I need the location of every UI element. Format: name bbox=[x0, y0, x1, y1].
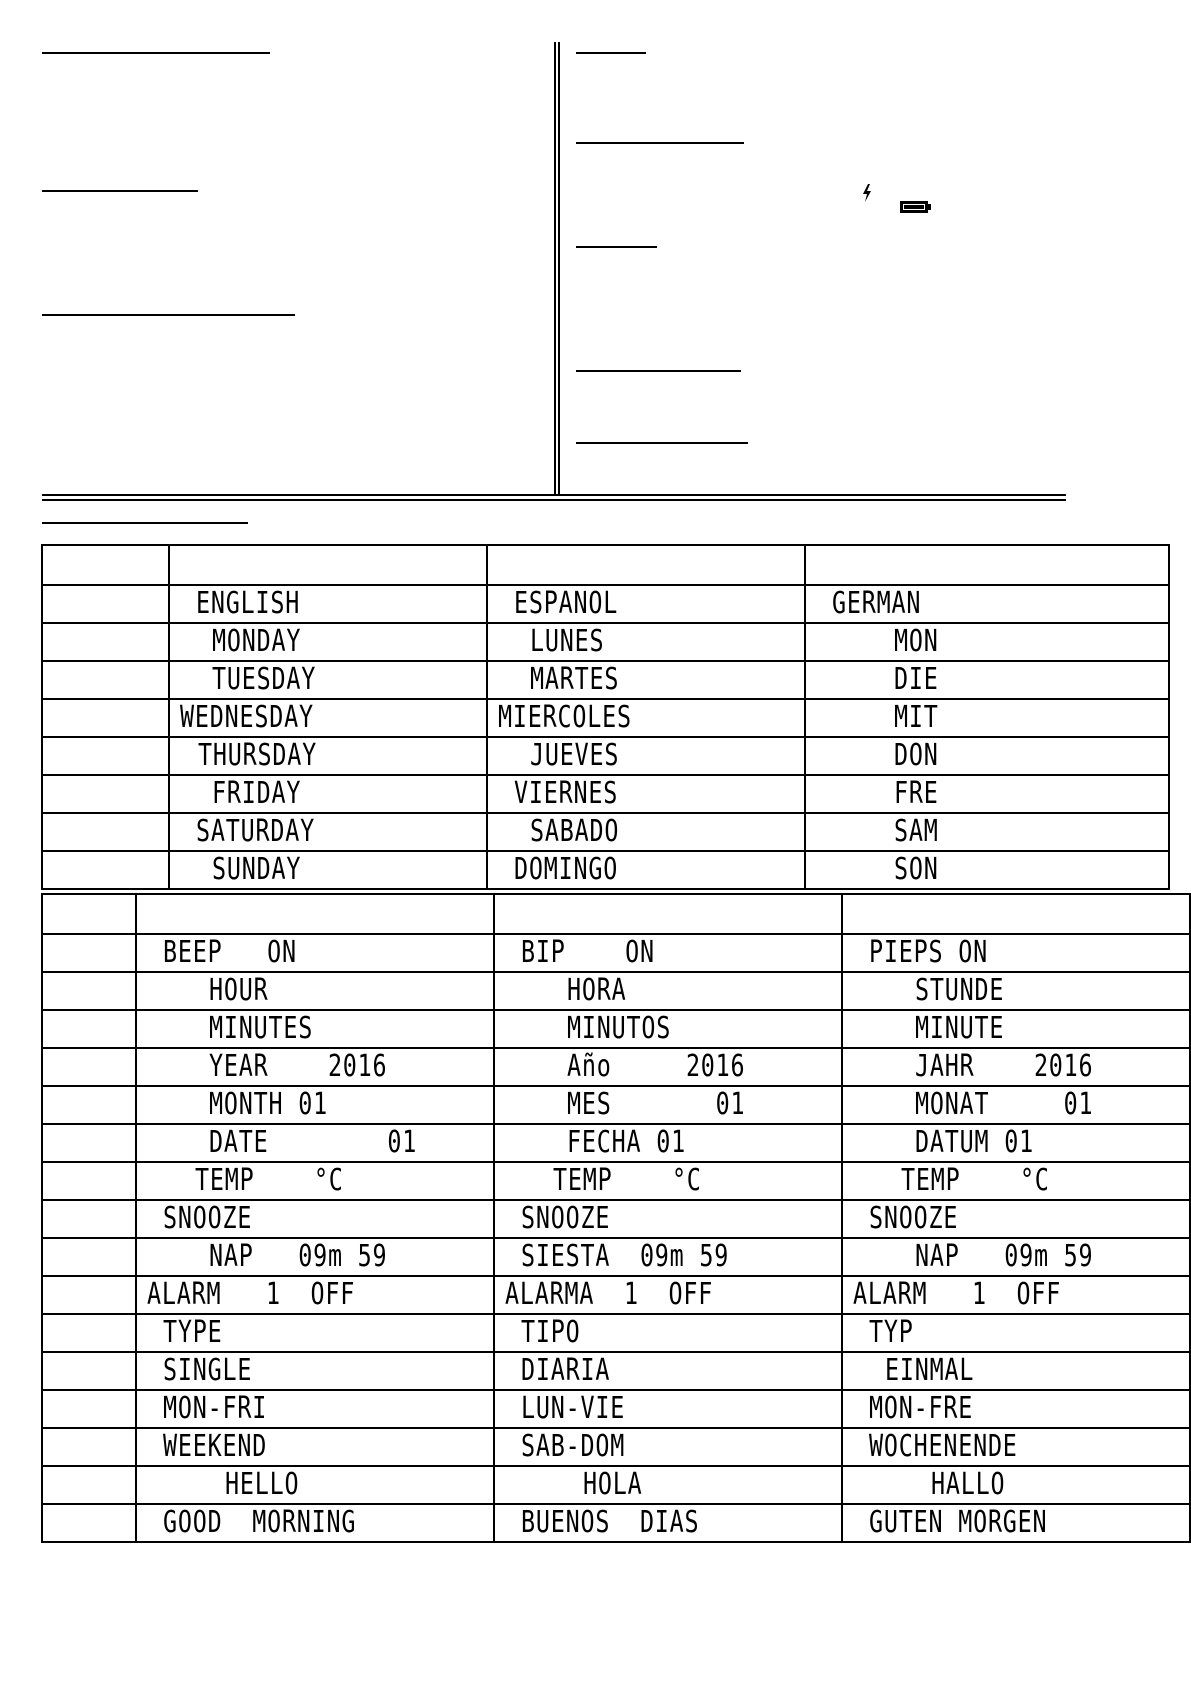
heading-rule-left-3 bbox=[42, 314, 295, 316]
column-divider-right bbox=[558, 42, 560, 495]
row-label-cell bbox=[42, 1466, 136, 1504]
lcd-cell-spanish: HOLA bbox=[494, 1466, 842, 1504]
lcd-cell-english: ALARM 1 OFF bbox=[136, 1276, 494, 1314]
row-label-cell bbox=[42, 1200, 136, 1238]
row-label-cell bbox=[42, 699, 169, 737]
header-cell bbox=[169, 545, 487, 585]
lcd-cell-spanish: SAB-DOM bbox=[494, 1428, 842, 1466]
lcd-cell-german: MON bbox=[805, 623, 1169, 661]
lcd-cell-spanish: BIP ON bbox=[494, 934, 842, 972]
row-label-cell bbox=[42, 623, 169, 661]
lcd-cell-english: MON-FRI bbox=[136, 1390, 494, 1428]
section-divider-top bbox=[42, 494, 1066, 496]
lcd-cell-spanish: DIARIA bbox=[494, 1352, 842, 1390]
header-cell bbox=[494, 894, 842, 934]
lcd-cell-english: BEEP ON bbox=[136, 934, 494, 972]
lcd-settings-table bbox=[41, 893, 1191, 1543]
lcd-cell-english: NAP 09m 59 bbox=[136, 1238, 494, 1276]
lcd-cell-spanish: SIESTA 09m 59 bbox=[494, 1238, 842, 1276]
table-row bbox=[42, 1466, 1190, 1504]
lcd-cell-german: SNOOZE bbox=[842, 1200, 1190, 1238]
lcd-cell-english: ENGLISH bbox=[169, 585, 487, 623]
header-cell bbox=[42, 894, 136, 934]
lcd-cell-spanish: TIPO bbox=[494, 1314, 842, 1352]
lcd-cell-german: DON bbox=[805, 737, 1169, 775]
lcd-weekday-table bbox=[41, 544, 1170, 890]
lcd-cell-spanish: Año 2016 bbox=[494, 1048, 842, 1086]
heading-rule-table-section bbox=[42, 522, 248, 524]
header-cell bbox=[42, 545, 169, 585]
lcd-cell-spanish: ESPANOL bbox=[487, 585, 805, 623]
lcd-cell-spanish: HORA bbox=[494, 972, 842, 1010]
row-label-cell bbox=[42, 737, 169, 775]
lcd-cell-spanish: BUENOS DIAS bbox=[494, 1504, 842, 1542]
lcd-cell-german: SON bbox=[805, 851, 1169, 889]
lcd-cell-german: PIEPS ON bbox=[842, 934, 1190, 972]
heading-rule-right-2 bbox=[576, 142, 744, 144]
table-row bbox=[42, 1010, 1190, 1048]
lcd-cell-spanish: MINUTOS bbox=[494, 1010, 842, 1048]
lcd-cell-german: MINUTE bbox=[842, 1010, 1190, 1048]
row-label-cell bbox=[42, 1238, 136, 1276]
lcd-cell-german: JAHR 2016 bbox=[842, 1048, 1190, 1086]
lcd-cell-german: GUTEN MORGEN bbox=[842, 1504, 1190, 1542]
row-label-cell bbox=[42, 1124, 136, 1162]
row-label-cell bbox=[42, 934, 136, 972]
table-row bbox=[42, 1086, 1190, 1124]
row-label-cell bbox=[42, 851, 169, 889]
lcd-cell-english: FRIDAY bbox=[169, 775, 487, 813]
lcd-cell-spanish: LUN-VIE bbox=[494, 1390, 842, 1428]
lightning-bolt-icon bbox=[861, 184, 873, 202]
row-label-cell bbox=[42, 1504, 136, 1542]
table-row bbox=[42, 1390, 1190, 1428]
header-cell bbox=[805, 545, 1169, 585]
lcd-cell-german: MON-FRE bbox=[842, 1390, 1190, 1428]
lcd-cell-german: EINMAL bbox=[842, 1352, 1190, 1390]
lcd-cell-english: SUNDAY bbox=[169, 851, 487, 889]
row-label-cell bbox=[42, 1010, 136, 1048]
table-row bbox=[42, 775, 1169, 813]
row-label-cell bbox=[42, 1314, 136, 1352]
lcd-cell-english: WEEKEND bbox=[136, 1428, 494, 1466]
table-row bbox=[42, 1504, 1190, 1542]
lcd-cell-german: MIT bbox=[805, 699, 1169, 737]
lcd-cell-english: MINUTES bbox=[136, 1010, 494, 1048]
column-divider-left bbox=[554, 42, 556, 495]
header-cell bbox=[136, 894, 494, 934]
lcd-cell-german: FRE bbox=[805, 775, 1169, 813]
lcd-cell-english: THURSDAY bbox=[169, 737, 487, 775]
table-row bbox=[42, 737, 1169, 775]
lcd-cell-spanish: MARTES bbox=[487, 661, 805, 699]
lcd-cell-german: WOCHENENDE bbox=[842, 1428, 1190, 1466]
lcd-cell-spanish: ALARMA 1 OFF bbox=[494, 1276, 842, 1314]
table-row bbox=[42, 699, 1169, 737]
lcd-cell-english: WEDNESDAY bbox=[169, 699, 487, 737]
heading-rule-right-4 bbox=[576, 370, 741, 372]
table-row bbox=[42, 1314, 1190, 1352]
row-label-cell bbox=[42, 1048, 136, 1086]
lcd-cell-german: STUNDE bbox=[842, 972, 1190, 1010]
table-row bbox=[42, 623, 1169, 661]
lcd-cell-spanish: SABADO bbox=[487, 813, 805, 851]
table-row bbox=[42, 1048, 1190, 1086]
lcd-cell-english: TUESDAY bbox=[169, 661, 487, 699]
lcd-cell-spanish: LUNES bbox=[487, 623, 805, 661]
lcd-cell-spanish: SNOOZE bbox=[494, 1200, 842, 1238]
table-row bbox=[42, 1124, 1190, 1162]
row-label-cell bbox=[42, 972, 136, 1010]
row-label-cell bbox=[42, 1276, 136, 1314]
lcd-cell-english: SATURDAY bbox=[169, 813, 487, 851]
table-row bbox=[42, 851, 1169, 889]
lcd-cell-english: TYPE bbox=[136, 1314, 494, 1352]
section-divider-bottom bbox=[42, 499, 1066, 501]
table-row bbox=[42, 972, 1190, 1010]
lcd-cell-german: SAM bbox=[805, 813, 1169, 851]
header-cell bbox=[842, 894, 1190, 934]
table-header-row bbox=[42, 894, 1190, 934]
lcd-cell-english: SINGLE bbox=[136, 1352, 494, 1390]
lcd-cell-german: TYP bbox=[842, 1314, 1190, 1352]
lcd-cell-spanish: MES 01 bbox=[494, 1086, 842, 1124]
lcd-cell-german: DATUM 01 bbox=[842, 1124, 1190, 1162]
lcd-cell-english: DATE 01 bbox=[136, 1124, 494, 1162]
table-row bbox=[42, 1276, 1190, 1314]
lcd-cell-german: MONAT 01 bbox=[842, 1086, 1190, 1124]
lcd-cell-english: HELLO bbox=[136, 1466, 494, 1504]
table-row bbox=[42, 813, 1169, 851]
lcd-cell-english: MONDAY bbox=[169, 623, 487, 661]
lcd-cell-spanish: JUEVES bbox=[487, 737, 805, 775]
lcd-cell-german: TEMP °C bbox=[842, 1162, 1190, 1200]
table-row bbox=[42, 1200, 1190, 1238]
lcd-cell-english: TEMP °C bbox=[136, 1162, 494, 1200]
battery-icon bbox=[899, 199, 931, 215]
table-header-row bbox=[42, 545, 1169, 585]
lcd-cell-english: HOUR bbox=[136, 972, 494, 1010]
lcd-cell-spanish: DOMINGO bbox=[487, 851, 805, 889]
row-label-cell bbox=[42, 813, 169, 851]
lcd-cell-german: GERMAN bbox=[805, 585, 1169, 623]
table-row bbox=[42, 934, 1190, 972]
lcd-cell-spanish: FECHA 01 bbox=[494, 1124, 842, 1162]
lcd-cell-spanish: MIERCOLES bbox=[487, 699, 805, 737]
table-row bbox=[42, 1428, 1190, 1466]
table-row bbox=[42, 661, 1169, 699]
lcd-cell-spanish: VIERNES bbox=[487, 775, 805, 813]
row-label-cell bbox=[42, 585, 169, 623]
table-row bbox=[42, 1162, 1190, 1200]
row-label-cell bbox=[42, 1428, 136, 1466]
lcd-cell-german: DIE bbox=[805, 661, 1169, 699]
lcd-cell-english: GOOD MORNING bbox=[136, 1504, 494, 1542]
heading-rule-right-1 bbox=[576, 52, 646, 54]
lcd-cell-german: NAP 09m 59 bbox=[842, 1238, 1190, 1276]
table-row bbox=[42, 1352, 1190, 1390]
heading-rule-right-3 bbox=[576, 246, 657, 248]
table-row bbox=[42, 1238, 1190, 1276]
lcd-cell-german: ALARM 1 OFF bbox=[842, 1276, 1190, 1314]
lcd-cell-english: MONTH 01 bbox=[136, 1086, 494, 1124]
row-label-cell bbox=[42, 1352, 136, 1390]
lcd-cell-english: SNOOZE bbox=[136, 1200, 494, 1238]
lcd-cell-spanish: TEMP °C bbox=[494, 1162, 842, 1200]
row-label-cell bbox=[42, 1086, 136, 1124]
lcd-cell-english: YEAR 2016 bbox=[136, 1048, 494, 1086]
row-label-cell bbox=[42, 661, 169, 699]
heading-rule-left-1 bbox=[42, 52, 270, 54]
row-label-cell bbox=[42, 1162, 136, 1200]
lcd-cell-german: HALLO bbox=[842, 1466, 1190, 1504]
heading-rule-left-2 bbox=[42, 190, 198, 192]
header-cell bbox=[487, 545, 805, 585]
table-row bbox=[42, 585, 1169, 623]
row-label-cell bbox=[42, 1390, 136, 1428]
row-label-cell bbox=[42, 775, 169, 813]
heading-rule-right-5 bbox=[576, 442, 748, 444]
